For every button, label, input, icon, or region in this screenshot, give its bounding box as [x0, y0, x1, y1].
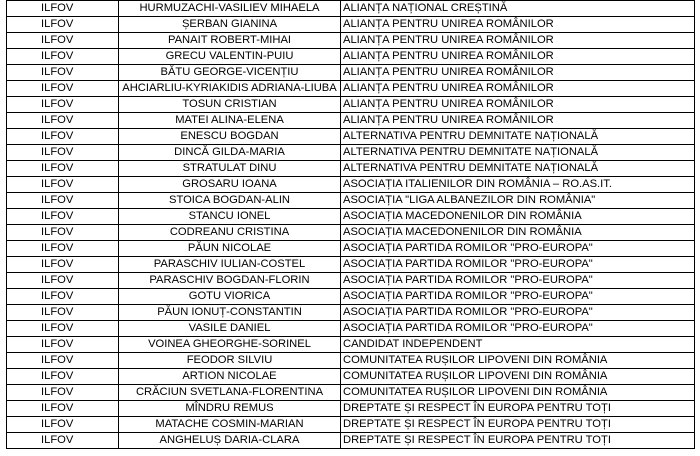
party-cell: ALTERNATIVA PENTRU DEMNITATE NAȚIONALĂ: [341, 161, 695, 177]
county-cell: ILFOV: [7, 369, 119, 385]
party-cell: ALTERNATIVA PENTRU DEMNITATE NAȚIONALĂ: [341, 129, 695, 145]
candidate-name-cell: GROSARU IOANA: [119, 177, 341, 193]
county-cell: ILFOV: [7, 433, 119, 449]
county-cell: ILFOV: [7, 417, 119, 433]
county-cell: ILFOV: [7, 161, 119, 177]
table-row: [7, 97, 695, 113]
party-cell: ASOCIAȚIA "LIGA ALBANEZILOR DIN ROMÂNIA": [341, 193, 695, 209]
county-cell: ILFOV: [7, 65, 119, 81]
party-cell: COMUNITATEA RUȘILOR LIPOVENI DIN ROMÂNIA: [341, 353, 695, 369]
county-cell: ILFOV: [7, 385, 119, 401]
county-cell: ILFOV: [7, 193, 119, 209]
table-row: [7, 385, 695, 401]
candidate-name-cell: VASILE DANIEL: [119, 321, 341, 337]
party-cell: ASOCIAȚIA ITALIENILOR DIN ROMÂNIA – RO.AS.IT.: [341, 177, 695, 193]
candidates-sheet: [6, 0, 694, 449]
county-cell: ILFOV: [7, 321, 119, 337]
table-row: [7, 257, 695, 273]
table-row: [7, 337, 695, 353]
county-cell: ILFOV: [7, 257, 119, 273]
candidate-name-cell: PARASCHIV IULIAN-COSTEL: [119, 257, 341, 273]
table-row: [7, 353, 695, 369]
candidate-name-cell: STOICA BOGDAN-ALIN: [119, 193, 341, 209]
candidates-table-body: [7, 1, 695, 449]
party-cell: CANDIDAT INDEPENDENT: [341, 337, 695, 353]
county-cell: ILFOV: [7, 273, 119, 289]
table-row: [7, 49, 695, 65]
party-cell: ALIANȚA PENTRU UNIREA ROMÂNILOR: [341, 17, 695, 33]
county-cell: ILFOV: [7, 209, 119, 225]
party-cell: ASOCIAȚIA PARTIDA ROMILOR "PRO-EUROPA": [341, 273, 695, 289]
party-cell: ASOCIAȚIA PARTIDA ROMILOR "PRO-EUROPA": [341, 305, 695, 321]
candidate-name-cell: AHCIARLIU-KYRIAKIDIS ADRIANA-LIUBA: [119, 81, 341, 97]
county-cell: ILFOV: [7, 337, 119, 353]
candidate-name-cell: MATEI ALINA-ELENA: [119, 113, 341, 129]
candidate-name-cell: PĂUN IONUȚ-CONSTANTIN: [119, 305, 341, 321]
county-cell: ILFOV: [7, 241, 119, 257]
candidate-name-cell: DINCĂ GILDA-MARIA: [119, 145, 341, 161]
candidate-name-cell: MATACHE COSMIN-MARIAN: [119, 417, 341, 433]
county-cell: ILFOV: [7, 401, 119, 417]
candidate-name-cell: ȘERBAN GIANINA: [119, 17, 341, 33]
table-row: [7, 273, 695, 289]
table-row: [7, 401, 695, 417]
party-cell: DREPTATE ȘI RESPECT ÎN EUROPA PENTRU TOȚI: [341, 417, 695, 433]
table-row: [7, 305, 695, 321]
county-cell: ILFOV: [7, 353, 119, 369]
candidate-name-cell: BĂTU GEORGE-VICENȚIU: [119, 65, 341, 81]
table-row: [7, 113, 695, 129]
county-cell: ILFOV: [7, 17, 119, 33]
party-cell: ASOCIAȚIA MACEDONENILOR DIN ROMÂNIA: [341, 209, 695, 225]
county-cell: ILFOV: [7, 145, 119, 161]
county-cell: ILFOV: [7, 129, 119, 145]
party-cell: ASOCIAȚIA PARTIDA ROMILOR "PRO-EUROPA": [341, 241, 695, 257]
county-cell: ILFOV: [7, 33, 119, 49]
party-cell: ALIANȚA PENTRU UNIREA ROMÂNILOR: [341, 49, 695, 65]
candidate-name-cell: MÎNDRU REMUS: [119, 401, 341, 417]
candidate-name-cell: CRĂCIUN SVETLANA-FLORENTINA: [119, 385, 341, 401]
table-row: [7, 65, 695, 81]
party-cell: ALIANȚA PENTRU UNIREA ROMÂNILOR: [341, 97, 695, 113]
county-cell: ILFOV: [7, 113, 119, 129]
party-cell: ASOCIAȚIA PARTIDA ROMILOR "PRO-EUROPA": [341, 289, 695, 305]
county-cell: ILFOV: [7, 225, 119, 241]
candidate-name-cell: CODREANU CRISTINA: [119, 225, 341, 241]
table-row: [7, 161, 695, 177]
table-row: [7, 1, 695, 17]
table-row: [7, 129, 695, 145]
candidate-name-cell: STRATULAT DINU: [119, 161, 341, 177]
party-cell: DREPTATE ȘI RESPECT ÎN EUROPA PENTRU TOȚI: [341, 401, 695, 417]
candidate-name-cell: GOTU VIORICA: [119, 289, 341, 305]
party-cell: ASOCIAȚIA PARTIDA ROMILOR "PRO-EUROPA": [341, 257, 695, 273]
candidate-name-cell: PARASCHIV BOGDAN-FLORIN: [119, 273, 341, 289]
county-cell: ILFOV: [7, 289, 119, 305]
candidate-name-cell: TOSUN CRISTIAN: [119, 97, 341, 113]
table-row: [7, 81, 695, 97]
candidate-name-cell: ARTION NICOLAE: [119, 369, 341, 385]
table-row: [7, 225, 695, 241]
candidate-name-cell: FEODOR SILVIU: [119, 353, 341, 369]
candidate-name-cell: VOINEA GHEORGHE-SORINEL: [119, 337, 341, 353]
candidates-table: [6, 0, 695, 449]
party-cell: ASOCIAȚIA PARTIDA ROMILOR "PRO-EUROPA": [341, 321, 695, 337]
table-row: [7, 417, 695, 433]
county-cell: ILFOV: [7, 49, 119, 65]
table-row: [7, 369, 695, 385]
candidate-name-cell: PĂUN NICOLAE: [119, 241, 341, 257]
party-cell: DREPTATE ȘI RESPECT ÎN EUROPA PENTRU TOȚI: [341, 433, 695, 449]
county-cell: ILFOV: [7, 305, 119, 321]
candidate-name-cell: ENESCU BOGDAN: [119, 129, 341, 145]
table-row: [7, 241, 695, 257]
table-row: [7, 17, 695, 33]
candidate-name-cell: ANGHELUȘ DARIA-CLARA: [119, 433, 341, 449]
party-cell: ASOCIAȚIA MACEDONENILOR DIN ROMÂNIA: [341, 225, 695, 241]
party-cell: COMUNITATEA RUȘILOR LIPOVENI DIN ROMÂNIA: [341, 385, 695, 401]
party-cell: ALIANȚA PENTRU UNIREA ROMÂNILOR: [341, 81, 695, 97]
county-cell: ILFOV: [7, 81, 119, 97]
county-cell: ILFOV: [7, 177, 119, 193]
table-row: [7, 193, 695, 209]
party-cell: ALIANȚA PENTRU UNIREA ROMÂNILOR: [341, 65, 695, 81]
table-row: [7, 33, 695, 49]
table-row: [7, 145, 695, 161]
party-cell: ALIANȚA NAȚIONAL CREȘTINĂ: [341, 1, 695, 17]
table-row: [7, 321, 695, 337]
party-cell: ALTERNATIVA PENTRU DEMNITATE NAȚIONALĂ: [341, 145, 695, 161]
table-row: [7, 433, 695, 449]
county-cell: ILFOV: [7, 1, 119, 17]
party-cell: ALIANȚA PENTRU UNIREA ROMÂNILOR: [341, 33, 695, 49]
candidate-name-cell: HURMUZACHI-VASILIEV MIHAELA: [119, 1, 341, 17]
candidate-name-cell: PANAIT ROBERT-MIHAI: [119, 33, 341, 49]
table-row: [7, 289, 695, 305]
candidate-name-cell: GRECU VALENTIN-PUIU: [119, 49, 341, 65]
table-row: [7, 209, 695, 225]
candidate-name-cell: STANCU IONEL: [119, 209, 341, 225]
party-cell: COMUNITATEA RUȘILOR LIPOVENI DIN ROMÂNIA: [341, 369, 695, 385]
county-cell: ILFOV: [7, 97, 119, 113]
table-row: [7, 177, 695, 193]
party-cell: ALIANȚA PENTRU UNIREA ROMÂNILOR: [341, 113, 695, 129]
